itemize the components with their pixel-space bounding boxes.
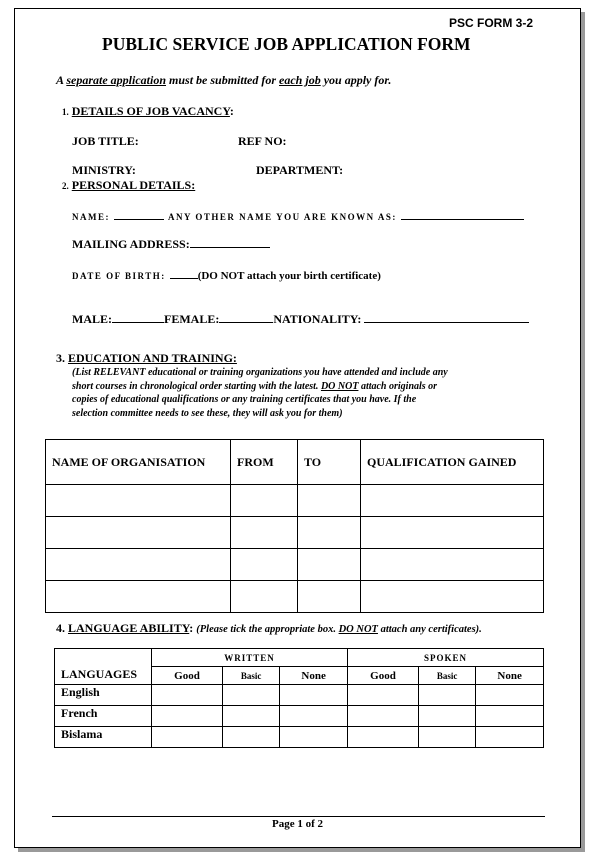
nationality-field[interactable] xyxy=(364,310,529,323)
dob-note: (DO NOT attach your birth certificate) xyxy=(197,270,381,282)
cell[interactable] xyxy=(361,517,544,549)
written-good: Good xyxy=(152,667,223,685)
mailing-address-field[interactable] xyxy=(190,235,270,248)
col-qualification: QUALIFICATION GAINED xyxy=(361,440,544,485)
footer-rule xyxy=(52,816,545,817)
cell[interactable] xyxy=(231,581,298,613)
cell[interactable] xyxy=(46,581,231,613)
language-french: French xyxy=(55,706,152,727)
col-from: FROM xyxy=(231,440,298,485)
table-row xyxy=(46,581,544,613)
name-label: NAME: xyxy=(72,212,110,222)
male-field[interactable] xyxy=(112,310,164,323)
cell[interactable] xyxy=(46,517,231,549)
dob-row xyxy=(72,266,381,284)
spoken-good: Good xyxy=(347,667,418,685)
checkbox-cell[interactable] xyxy=(419,706,476,727)
checkbox-cell[interactable] xyxy=(223,685,280,706)
mailing-address-label: MAILING ADDRESS: xyxy=(72,237,190,251)
checkbox-cell[interactable] xyxy=(280,706,348,727)
checkbox-cell[interactable] xyxy=(152,706,223,727)
section1-heading: 1. DETAILS OF JOB VACANCY: xyxy=(62,104,234,118)
table-row xyxy=(46,549,544,581)
section3-note: (List RELEVANT educational or training organizations you have attended and include any short courses in chronological order starting with the latest. DO NOT attach originals or copies of educational qualifications or any training certificates that you have. If the selection committee needs to see these, they will ask you for them) xyxy=(72,367,448,419)
form-title: PUBLIC SERVICE JOB APPLICATION FORM xyxy=(102,34,471,54)
cell[interactable] xyxy=(298,485,361,517)
cell[interactable] xyxy=(231,517,298,549)
spoken-header: SPOKEN xyxy=(347,649,543,667)
written-basic: Basic xyxy=(223,667,280,685)
checkbox-cell[interactable] xyxy=(419,685,476,706)
nationality-label: NATIONALITY: xyxy=(273,312,362,326)
cell[interactable] xyxy=(361,485,544,517)
language-bislama: Bislama xyxy=(55,727,152,748)
education-header-row xyxy=(46,440,544,485)
table-row xyxy=(46,517,544,549)
checkbox-cell[interactable] xyxy=(476,706,544,727)
education-table xyxy=(45,439,544,613)
job-title-label: JOB TITLE: xyxy=(72,134,139,148)
gender-nationality-row xyxy=(72,310,529,327)
page-number: Page 1 of 2 xyxy=(272,818,324,830)
cell[interactable] xyxy=(46,485,231,517)
department-label: DEPARTMENT: xyxy=(256,163,344,177)
checkbox-cell[interactable] xyxy=(152,727,223,748)
other-name-field[interactable] xyxy=(401,207,524,220)
written-header: WRITTEN xyxy=(152,649,348,667)
checkbox-cell[interactable] xyxy=(347,685,418,706)
ministry-label: MINISTRY: xyxy=(72,163,136,177)
name-row xyxy=(72,207,524,225)
languages-header: LANGUAGES xyxy=(55,649,152,685)
language-english: English xyxy=(55,685,152,706)
col-to: TO xyxy=(298,440,361,485)
language-table xyxy=(54,648,544,748)
language-row-french xyxy=(55,706,544,727)
checkbox-cell[interactable] xyxy=(347,727,418,748)
checkbox-cell[interactable] xyxy=(419,727,476,748)
col-organisation: NAME OF ORGANISATION xyxy=(46,440,231,485)
spoken-basic: Basic xyxy=(419,667,476,685)
cell[interactable] xyxy=(298,581,361,613)
instruction-line: A separate application must be submitted for each job you apply for. xyxy=(56,73,392,87)
ref-no-label: REF NO: xyxy=(238,134,287,148)
checkbox-cell[interactable] xyxy=(280,685,348,706)
cell[interactable] xyxy=(361,581,544,613)
checkbox-cell[interactable] xyxy=(476,685,544,706)
dob-field[interactable] xyxy=(170,266,198,279)
table-row xyxy=(46,485,544,517)
male-label: MALE: xyxy=(72,312,112,326)
cell[interactable] xyxy=(298,517,361,549)
checkbox-cell[interactable] xyxy=(223,727,280,748)
dob-label: DATE OF BIRTH: xyxy=(72,271,166,281)
language-row-english xyxy=(55,685,544,706)
section4-heading: 4. LANGUAGE ABILITY: (Please tick the appropriate box. DO NOT attach any certificates). xyxy=(56,621,482,635)
mailing-row xyxy=(72,235,270,252)
section3-heading: 3. EDUCATION AND TRAINING: xyxy=(56,351,237,365)
female-field[interactable] xyxy=(219,310,273,323)
checkbox-cell[interactable] xyxy=(476,727,544,748)
other-name-label: ANY OTHER NAME YOU ARE KNOWN AS: xyxy=(168,212,397,222)
checkbox-cell[interactable] xyxy=(152,685,223,706)
name-field[interactable] xyxy=(114,207,164,220)
spoken-none: None xyxy=(476,667,544,685)
cell[interactable] xyxy=(231,485,298,517)
cell[interactable] xyxy=(361,549,544,581)
checkbox-cell[interactable] xyxy=(223,706,280,727)
cell[interactable] xyxy=(46,549,231,581)
checkbox-cell[interactable] xyxy=(280,727,348,748)
language-row-bislama xyxy=(55,727,544,748)
cell[interactable] xyxy=(231,549,298,581)
written-none: None xyxy=(280,667,348,685)
checkbox-cell[interactable] xyxy=(347,706,418,727)
language-group-row xyxy=(55,649,544,667)
form-code: PSC FORM 3-2 xyxy=(449,16,534,30)
female-label: FEMALE: xyxy=(164,312,220,326)
section2-heading: 2. PERSONAL DETAILS: xyxy=(62,178,196,192)
cell[interactable] xyxy=(298,549,361,581)
